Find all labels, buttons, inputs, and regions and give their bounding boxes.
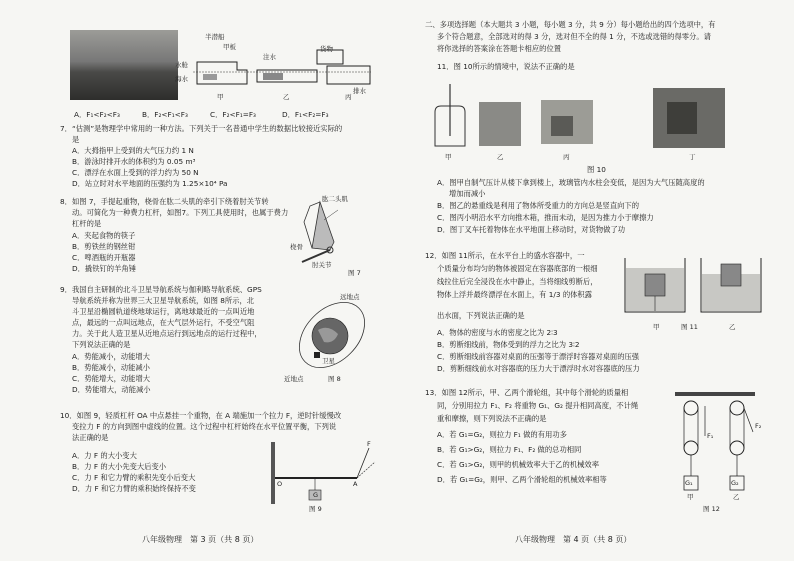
q10-option-b: B．力 F 的大小先变大后变小 (72, 462, 167, 471)
fig10-label-bing: 丙 (563, 153, 570, 161)
q10-stem-line3: 法正确的是 (72, 433, 109, 442)
q9-option-c: C．势能增大，动能增大 (72, 374, 151, 383)
label-banqianchuan: 半潜船 (205, 33, 225, 41)
fig12-label-f1: F₁ (707, 432, 714, 440)
q13-stem-line3: 重和摩擦，则下列说法不正确的是 (437, 414, 547, 423)
label-huowu: 货物 (320, 45, 333, 53)
fig12-caption: 图 12 (703, 505, 720, 513)
q6-option-a: A．F₁<F₂<F₃ (74, 110, 120, 119)
q13-option-d: D．若 G₁=G₂，则甲、乙两个滑轮组的机械效率相等 (437, 475, 607, 484)
fig8-label-perigee: 近地点 (284, 375, 304, 383)
label-paishui: 排水 (353, 87, 366, 95)
q6-option-b: B．F₂<F₁<F₃ (142, 110, 188, 119)
q12-stem-line5: 出水面，下列说法正确的是 (437, 311, 525, 320)
q12-stem-line4: 物体上浮并最终漂浮在水面上，有 1/3 的体积露 (437, 290, 593, 299)
label-jiaban: 甲板 (223, 43, 236, 51)
fig10-caption: 图 10 (587, 165, 606, 174)
fig9-label-f: F (367, 440, 371, 448)
q8-stem-line2: 动。可简化为一种费力杠杆，如图7。下列工具使用时，也属于费力 (72, 208, 289, 217)
fig7-caption: 图 7 (348, 269, 361, 277)
fig11-caption: 图 11 (681, 323, 698, 331)
q12-stem-line1: 12．如图 11所示，在水平台上的盛水容器中，一 (425, 251, 585, 260)
fig12-label-g1: G₁ (685, 479, 693, 487)
fig8-label-satellite: 卫星 (322, 357, 335, 365)
q12-stem-line3: 线拉住后完全浸没在水中静止，当将细线剪断后， (437, 277, 598, 286)
fig12-label-jia: 甲 (687, 493, 694, 501)
q13-stem-line1: 13．如图 12所示，甲、乙两个滑轮组，其中每个滑轮的质量相 (425, 388, 629, 397)
fig11-svg (619, 252, 769, 318)
q7-option-c: C．漂浮在水面上受到的浮力约为 50 N (72, 168, 199, 177)
fig11-label-jia: 甲 (653, 323, 660, 331)
fig7-label-biceps: 肱二头肌 (322, 195, 348, 203)
figure-11 (619, 252, 769, 332)
q9-stem-line6: 下列说法正确的是 (72, 340, 131, 349)
fig12-label-g2: G₂ (731, 479, 739, 487)
figure-12 (675, 392, 775, 517)
q11-option-a: A．图甲自制气压计从楼下拿到楼上，玻璃管内水柱会变低，是因为大气压随高度的 (437, 178, 705, 187)
right-footer: 八年级物理 第 4 页（共 8 页） (515, 535, 632, 544)
q13-option-a: A．若 G₁=G₂，则拉力 F₁ 做的有用功多 (437, 430, 567, 439)
q8-option-a: A．夹起食物的筷子 (72, 231, 136, 240)
section2-line1: 二、多项选择题（本大题共 3 小题，每小题 3 分，共 9 分）每小题给出的四个选项中，有 (425, 20, 716, 29)
q9-option-b: B．势能减小，动能减小 (72, 363, 150, 372)
q7-stem-line1: 7．“估测”是物理学中常用的一种方法。下列关于一名普通中学生的数据比较接近实际的 (60, 124, 343, 133)
q10-option-a: A．力 F 的大小变大 (72, 451, 137, 460)
q11-option-d: D．图丁叉车托着物体在水平地面上移动时，对货物做了功 (437, 225, 626, 234)
label-shuicang: 水舱 (175, 61, 188, 69)
q10-option-c: C．力 F 和它力臂的乘积先变小后变大 (72, 473, 196, 482)
q9-stem-line3: 斗卫星沿椭圆轨道绕地球运行，离地球最近的一点叫近地 (72, 307, 255, 316)
q12-option-c: C．剪断细线前容器对桌面的压强等于漂浮时容器对桌面的压强 (437, 352, 640, 361)
q9-stem-line1: 9．我国自主研制的北斗卫星导航系统与伽利略导航系统、GPS (60, 285, 262, 294)
q6-option-c: C．F₂<F₁=F₃ (210, 110, 256, 119)
q9-stem-line5: 力。关于此人造卫星从近地点运行到远地点的运行过程中， (72, 329, 262, 338)
ship-photo (70, 30, 178, 100)
q8-option-b: B．剪铁丝的钢丝钳 (72, 242, 136, 251)
fig11-label-yi: 乙 (729, 323, 736, 331)
q7-option-b: B．游泳时排开水的体积约为 0.05 m³ (72, 157, 196, 166)
q8-option-c: C．啤酒瓶的开瓶器 (72, 253, 136, 262)
fig12-label-f2: F₂ (755, 422, 762, 430)
label-yi: 乙 (283, 93, 290, 101)
right-page (397, 0, 794, 561)
q7-option-a: A．大拇指甲上受到的大气压力约 1 N (72, 146, 194, 155)
q10-stem-line1: 10．如图 9，轻质杠杆 OA 中点悬挂一个重物，在 A 端施加一个拉力 F，逆时针缓慢改 (60, 411, 342, 420)
q13-stem-line2: 同，分别用拉力 F₁、F₂ 将重物 G₁、G₂ 提升相同高度，不计绳 (437, 401, 639, 410)
q11-stem: 11．图 10所示的情境中，说法不正确的是 (437, 62, 575, 71)
q13-option-b: B．若 G₁>G₂，则拉力 F₁、F₂ 做的总功相同 (437, 445, 582, 454)
fig9-caption: 图 9 (309, 505, 322, 513)
q11-option-b: B．图乙的悬重线是利用了物体所受重力的方向总是竖直向下的 (437, 201, 640, 210)
fig7-label-radius: 桡骨 (290, 243, 303, 251)
fig7-label-elbow: 肘关节 (312, 261, 332, 269)
fig10-svg (431, 76, 731, 156)
fig10-label-yi: 乙 (497, 153, 504, 161)
q8-stem-line1: 8．如图 7，手提起重物，桡骨在肱二头肌的牵引下绕着肘关节转 (60, 197, 269, 206)
q10-option-d: D．力 F 和它力臂的乘积始终保持不变 (72, 484, 196, 493)
q12-stem-line2: 个质量分布均匀的物体被固定在容器底部的一根细 (437, 264, 598, 273)
label-jia: 甲 (217, 93, 224, 101)
q7-stem-line2: 是 (72, 135, 80, 144)
q9-stem-line2: 导航系统并称为世界三大卫星导航系统，如图 8所示，北 (72, 296, 255, 305)
q11-option-a-cont: 增加而减小 (449, 189, 486, 198)
q12-option-b: B．剪断细线前，物体受到的浮力之比为 3∶2 (437, 340, 580, 349)
fig9-label-g: G (313, 491, 319, 499)
fig12-label-yi: 乙 (733, 493, 740, 501)
figure-7-arm (290, 192, 370, 284)
label-haishui: 海水 (175, 75, 188, 83)
fig9-label-a: A (353, 480, 358, 488)
fig8-label-apogee: 远地点 (340, 293, 360, 301)
q11-option-c: C．图丙小明沿水平方向推木箱，推而未动，是因为推力小于摩擦力 (437, 213, 654, 222)
figure-10 (431, 76, 731, 168)
q9-option-a: A．势能减小，动能增大 (72, 352, 150, 361)
q7-option-d: D．站立时对水平地面的压强约为 1.25×10⁴ Pa (72, 179, 228, 188)
figure-9-lever (265, 440, 377, 515)
label-zhushui: 注水 (263, 53, 276, 61)
fig10-label-jia: 甲 (445, 153, 452, 161)
q9-stem-line4: 点，最远的一点叫远地点，在大气层外运行，不受空气阻 (72, 318, 255, 327)
section2-line2: 多个符合题意，全部选对的得 3 分，选对但不全的得 1 分，不选或选错的得零分。请 (437, 32, 711, 41)
q8-stem-line3: 杠杆的是 (72, 219, 102, 228)
left-footer: 八年级物理 第 3 页（共 8 页） (142, 535, 259, 544)
q9-option-d: D．势能增大，动能减小 (72, 385, 151, 394)
semi-submersible-diagram (175, 32, 375, 107)
label-bing: 丙 (345, 93, 352, 101)
fig8-caption: 图 8 (328, 375, 341, 383)
section2-line3: 将你选择的答案涂在答题卡相应的位置 (437, 44, 562, 53)
q13-option-c: C．若 G₁>G₂，则甲的机械效率大于乙的机械效率 (437, 460, 600, 469)
q10-stem-line2: 变拉力 F 的方向到图中虚线的位置。这个过程中杠杆始终在水平位置平衡，下列说 (72, 422, 337, 431)
fig9-label-o: O (277, 480, 283, 488)
figure-8-orbit (280, 290, 380, 390)
q8-option-d: D．撬铁钉的羊角锤 (72, 264, 136, 273)
q12-option-a: A．物体的密度与水的密度之比为 2∶3 (437, 328, 558, 337)
q6-option-d: D．F₁<F₂=F₃ (282, 110, 329, 119)
fig10-label-ding: 丁 (689, 153, 696, 161)
q12-option-d: D．剪断细线前水对容器底的压力大于漂浮时水对容器底的压力 (437, 364, 640, 373)
